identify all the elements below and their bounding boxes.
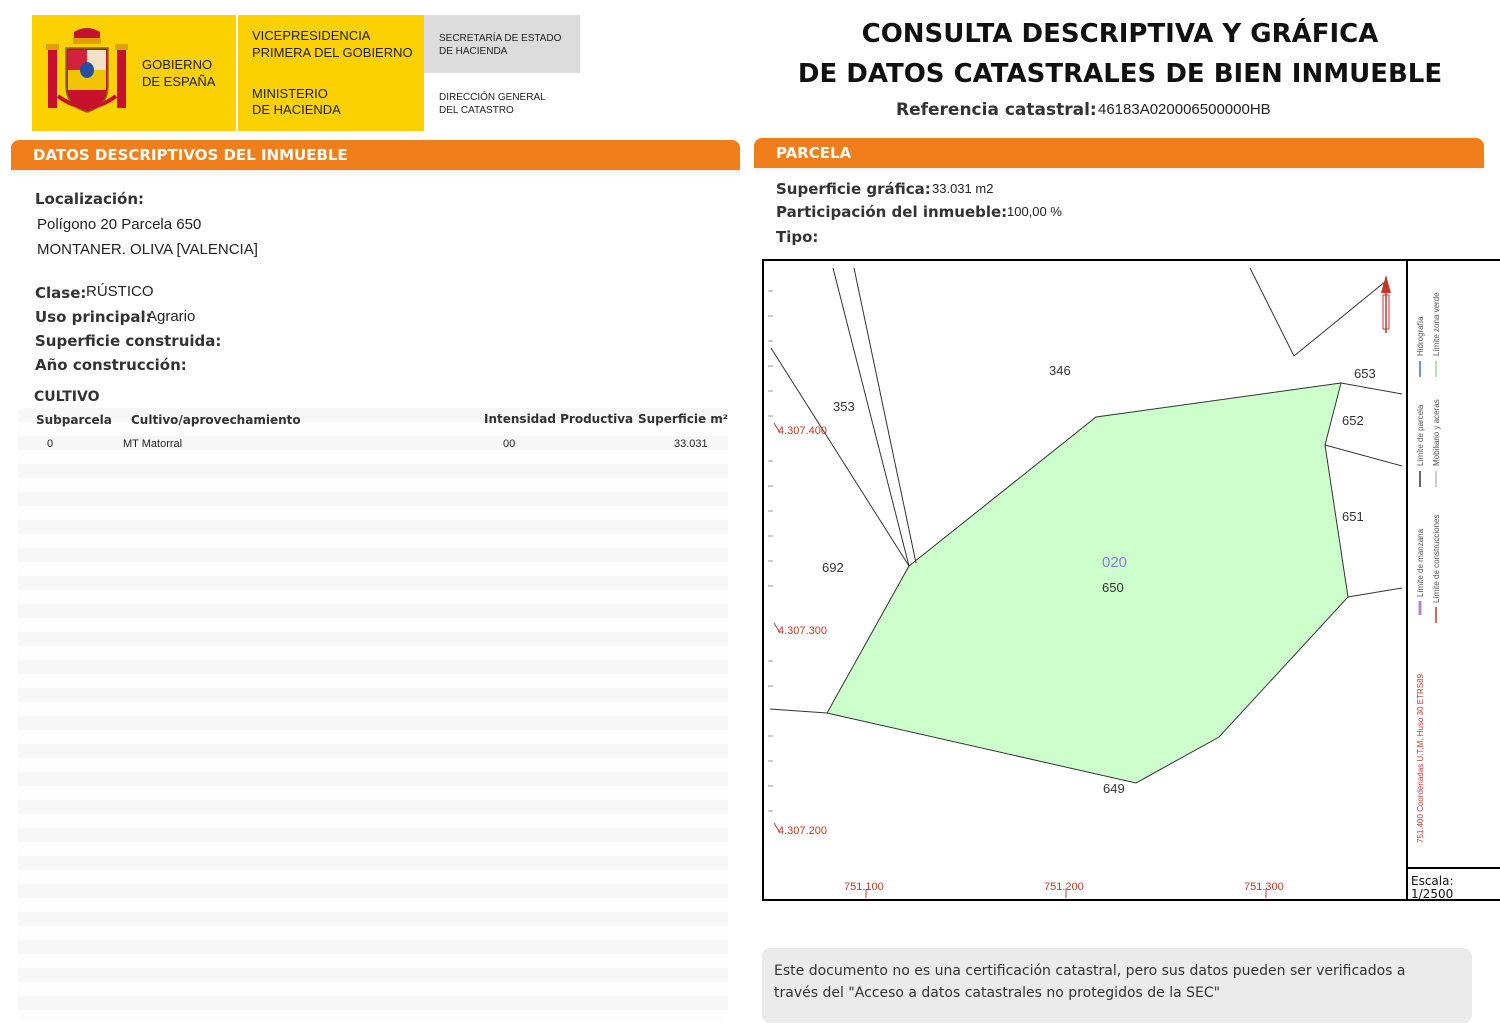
ministerio-line2: DE HACIENDA <box>252 102 341 117</box>
table-header-intensidad: Intensidad Productiva <box>484 412 634 426</box>
cell-cultivo: MT Matorral <box>123 438 183 450</box>
disclaimer-note <box>762 948 1472 1023</box>
localizacion-label: Localización: <box>35 190 145 208</box>
clase-value: RÚSTICO <box>86 283 154 300</box>
tipo-label: Tipo: <box>776 228 819 246</box>
parcela-section <box>754 138 1484 176</box>
x-coord-label: 751.300 <box>1244 881 1284 893</box>
table-header-superficie: Superficie m² <box>638 412 729 426</box>
legend-manzana: Límite de manzana <box>1416 528 1425 597</box>
ministerio-line1: MINISTERIO <box>252 86 328 101</box>
cell-subparcela: 0 <box>47 438 54 450</box>
scale-label: Escala: <box>1411 874 1454 888</box>
vicepresidencia-line1: VICEPRESIDENCIA <box>252 28 371 43</box>
neighbor-label-652: 652 <box>1342 413 1364 428</box>
direccion-line1: DIRECCIÓN GENERAL <box>439 92 546 103</box>
note-line-2: través del "Acceso a datos catastrales no protegidos de la SEC" <box>774 985 1221 1001</box>
localizacion-line2: MONTANER. OLIVA [VALENCIA] <box>37 241 258 258</box>
uso-principal-label: Uso principal: <box>35 308 152 326</box>
cell-superficie: 33.031 <box>674 438 708 450</box>
legend-parcela: Límite de parcela <box>1416 404 1425 466</box>
uso-principal-value: Agrario <box>147 308 196 325</box>
localizacion-line1: Polígono 20 Parcela 650 <box>37 216 202 233</box>
section-header-shadow <box>754 168 1484 176</box>
secretaria-line2: DE HACIENDA <box>439 46 508 57</box>
title-line-1: CONSULTA DESCRIPTIVA Y GRÁFICA <box>861 19 1379 49</box>
superficie-grafica-value: 33.031 m2 <box>932 181 994 196</box>
coat-of-arms-icon <box>44 26 130 118</box>
clase-label: Clase: <box>35 284 87 302</box>
ref-catastral-value: 46183A020006500000HB <box>1098 101 1271 118</box>
neighbor-label-692: 692 <box>822 560 844 575</box>
datos-descriptivos-header: DATOS DESCRIPTIVOS DEL INMUEBLE <box>11 140 740 170</box>
superficie-construida-label: Superficie construida: <box>35 332 222 350</box>
x-coord-label: 751.200 <box>1044 881 1084 893</box>
ref-catastral-label: Referencia catastral: <box>896 100 1097 120</box>
section-header-shadow <box>11 170 740 178</box>
table-header-subparcela: Subparcela <box>36 413 112 427</box>
parcela-header: PARCELA <box>754 138 1484 168</box>
gobierno-line1: GOBIERNO <box>142 57 213 72</box>
direccion-line2: DEL CATASTRO <box>439 105 514 116</box>
title-line-2: DE DATOS CATASTRALES DE BIEN INMUEBLE <box>797 59 1443 89</box>
y-coord-label: 4.307.400 <box>778 425 827 437</box>
page-title <box>790 14 1450 94</box>
vicepresidencia-line2: PRIMERA DEL GOBIERNO <box>252 45 413 60</box>
cell-intensidad: 00 <box>503 438 516 450</box>
gobierno-line2: DE ESPAÑA <box>142 74 216 89</box>
parcel-650-polygon[interactable] <box>827 383 1348 783</box>
legend-mobiliario: Mobiliario y aceras <box>1432 399 1441 466</box>
datos-descriptivos-section <box>11 140 740 178</box>
anio-construccion-label: Año construcción: <box>35 356 187 374</box>
scale-value: 1/2500 <box>1411 887 1454 901</box>
participacion-label: Participación del inmueble: <box>776 203 1008 221</box>
neighbor-label-353: 353 <box>833 399 855 414</box>
participacion-value: 100,00 % <box>1007 204 1062 219</box>
superficie-grafica-label: Superficie gráfica: <box>776 180 931 198</box>
x-coord-label: 751.100 <box>844 881 884 893</box>
parcel-label-650: 650 <box>1102 580 1124 595</box>
map-legend <box>1408 261 1474 867</box>
map-tick-marks <box>768 291 773 811</box>
neighbor-label-653: 653 <box>1354 366 1376 381</box>
cadastral-map-drawing <box>764 261 1406 899</box>
cultivo-title: CULTIVO <box>34 389 100 405</box>
y-coord-label: 4.307.200 <box>778 825 827 837</box>
cultivo-table <box>18 408 728 1021</box>
crs-note: 751.400 Coordenadas U.T.M. Huso 30 ETRS89 <box>1416 674 1425 843</box>
neighbor-label-346: 346 <box>1049 363 1071 378</box>
y-coord-label: 4.307.300 <box>778 625 827 637</box>
legend-construcciones: Límite de construcciones <box>1432 514 1441 603</box>
secretaria-line1: SECRETARÍA DE ESTADO <box>439 33 562 44</box>
logo-divider <box>236 15 238 131</box>
poligono-label: 020 <box>1102 554 1128 571</box>
neighbor-label-651: 651 <box>1342 509 1364 524</box>
table-header-cultivo: Cultivo/aprovechamiento <box>131 413 301 427</box>
neighbor-label-649: 649 <box>1103 781 1125 796</box>
scale-separator <box>1408 867 1500 869</box>
legend-hidrografia: Hidrografía <box>1416 316 1425 356</box>
note-line-1: Este documento no es una certificación catastral, pero sus datos pueden ser verificados a <box>774 963 1406 979</box>
legend-zona-verde: Límite zona verde <box>1432 292 1441 356</box>
